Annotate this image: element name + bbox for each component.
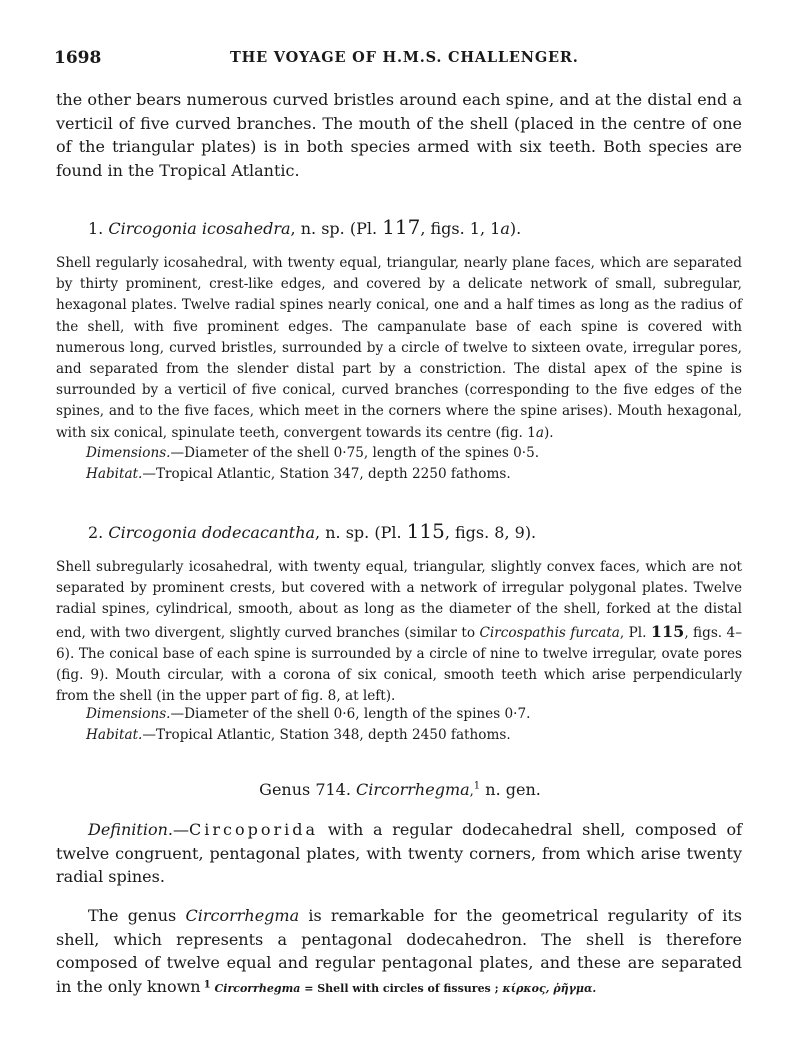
species2-heading — [88, 520, 728, 544]
species1-figs: , figs. 1, 1 — [420, 219, 501, 238]
species2-name: Circogonia dodecacantha — [108, 523, 316, 542]
species2-dimensions-text: —Diameter of the shell 0·6, length of the spines 0·7. — [170, 706, 531, 722]
species2-desc-a: Shell subregularly icosahedral, with twenty equal, triangular, slightly convex faces, which are not separated by prominent crests, but covered with a network of irregular polygonal plates. Twelve radial spines, cylindrical, smooth, about as long as the diameter of the shell, forked at the distal end, with two divergent, slightly curved branches (similar to — [56, 559, 742, 641]
species2-desc-b: , figs. 4–6). The conical base of each spine is surrounded by a circle of nine to twelve irregular, ovate pores (fig. 9). Mouth circular, with a corona of six conical, smooth teeth which arise perpendicularly from the shell (in the upper part of fig. 8, at left). — [56, 624, 742, 705]
definition-group: Circoporida — [188, 820, 318, 839]
definition-paragraph — [56, 818, 742, 889]
species1-desc-text: Shell regularly icosahedral, with twenty equal, triangular, nearly plane faces, which are separated by thirty prominent, crest-like edges, and covered by a delicate network of small, subregular, hexagonal plates. Twelve radial spines nearly conical, one and a half times as long as the radius of the shell, with five prominent edges. The campanulate base of each spine is covered with numerous long, curved bristles, surrounded by a circle of twelve to sixteen ovate, irregular pores, and separated from the slender distal part by a constriction. The distal apex of the spine is surrounded by a verticil of five conical, curved branches (corresponding to the five edges of the spines, and to the five faces, which meet in the corners where the spine arises). Mouth hexagonal, with six conical, spinulate teeth, convergent towards its centre (fig. 1 — [56, 255, 742, 441]
genus-heading — [0, 780, 800, 799]
footnote-name: Circorrhegma — [214, 982, 301, 995]
definition-label: Definition. — [88, 820, 173, 839]
genus-suffix: n. gen. — [480, 780, 541, 799]
species1-dimensions-text: —Diameter of the shell 0·75, length of the spines 0·5. — [170, 445, 540, 461]
genus-desc-start: The genus — [88, 906, 177, 925]
page-header — [54, 48, 740, 72]
species1-description — [56, 253, 742, 444]
species2-plate: 115 — [406, 519, 445, 543]
intro-paragraph — [56, 88, 742, 182]
footnote — [0, 979, 800, 995]
species1-habitat — [56, 464, 772, 485]
species2-habitat-label: Habitat. — [86, 727, 143, 743]
species1-habitat-label: Habitat. — [86, 466, 143, 482]
species1-dimensions — [56, 443, 772, 464]
genus-footnote-mark: 1 — [473, 780, 481, 792]
intro-text: the other bears numerous curved bristles around each spine, and at the distal end a verticil of five curved branches. The mouth of the shell (placed in the centre of one of the triangular plates) is in both species armed with six teeth. Both species are found in the Tropical Atlantic. — [56, 90, 742, 180]
species2-ref-pl: , Pl. — [619, 624, 647, 641]
species1-figs-italic: a — [500, 219, 510, 238]
species2-dimensions-label: Dimensions. — [86, 706, 171, 722]
species2-dimensions — [56, 704, 772, 725]
species1-habitat-text: —Tropical Atlantic, Station 347, depth 2250 fathoms. — [142, 466, 511, 482]
species1-dimensions-label: Dimensions. — [86, 445, 171, 461]
footnote-text: = Shell with circles of fissures ; — [300, 982, 499, 995]
species2-number: 2. — [88, 523, 104, 542]
species1-number: 1. — [88, 219, 104, 238]
page-number: 1698 — [54, 48, 102, 68]
definition-text: with a regular dodecahedral shell, composed of twelve congruent, pentagonal plates, with twenty corners, from which arise twenty radial spines. — [56, 820, 742, 886]
species2-habitat — [56, 725, 772, 746]
footnote-mark: 1 — [203, 979, 211, 991]
species2-habitat-text: —Tropical Atlantic, Station 348, depth 2450 fathoms. — [142, 727, 511, 743]
species1-desc-end: ). — [543, 424, 554, 441]
genus-desc-name: Circorrhegma — [185, 906, 300, 925]
species1-plate: 117 — [382, 215, 421, 239]
genus-comma: , — [469, 784, 474, 799]
species2-ref-plate: 115 — [650, 621, 685, 641]
species1-suffix: , n. sp. (Pl. — [290, 219, 378, 238]
species1-close: ). — [509, 219, 522, 238]
species2-ref-name: Circospathis furcata — [479, 624, 620, 641]
species2-suffix: , n. sp. (Pl. — [315, 523, 402, 542]
genus-desc-text: is remarkable for the geometrical regularity of its shell, which represents a pentagonal dodecahedron. The shell is therefore composed of twelve equal and regular pentagonal plates, and these are separated in the only known — [56, 906, 743, 996]
species2-description — [56, 557, 742, 707]
species1-desc-fig: a — [535, 424, 544, 441]
genus-name: Circorrhegma — [356, 780, 470, 799]
definition-dash: — — [172, 820, 189, 839]
species2-figs: , figs. 8, 9). — [444, 523, 537, 542]
species1-heading — [88, 216, 728, 240]
running-title: THE VOYAGE OF H.M.S. CHALLENGER. — [230, 49, 579, 66]
footnote-greek: κίρκος, ῥῆγμα. — [502, 982, 597, 995]
genus-prefix: Genus 714. — [259, 780, 351, 799]
species1-name: Circogonia icosahedra — [108, 219, 291, 238]
